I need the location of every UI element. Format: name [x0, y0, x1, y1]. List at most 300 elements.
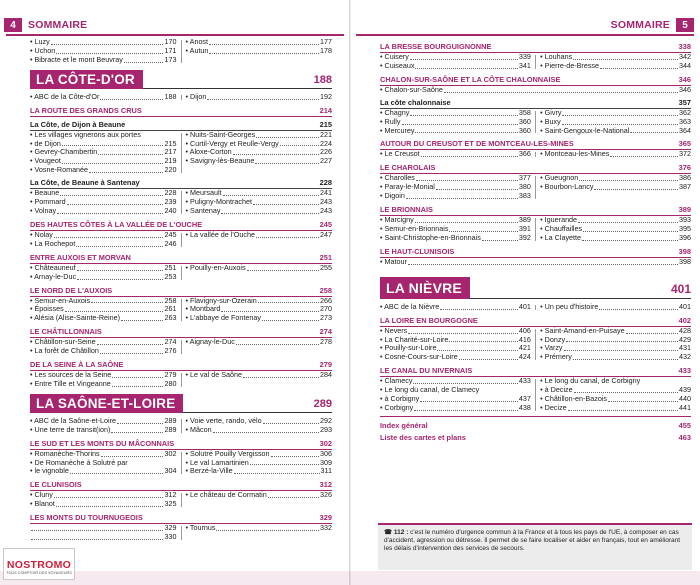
column-separator: [181, 266, 182, 280]
leader-dots: [101, 450, 164, 457]
entry-page: 309: [320, 457, 332, 467]
column-separator: [181, 373, 182, 387]
toc-entry[interactable]: [30, 240, 176, 249]
leader-dots: [76, 240, 163, 247]
entry-col-right: [540, 150, 691, 159]
entry-page: 424: [518, 352, 531, 362]
toc-entry[interactable]: [540, 234, 691, 243]
entry-label: • Givry: [540, 107, 562, 117]
section-page: 329: [319, 513, 332, 523]
entry-label: • Aloxe-Corton: [185, 147, 232, 157]
entry-columns: [30, 131, 332, 176]
entry-page: 245: [164, 229, 177, 239]
section-title: CHALON-SUR-SAÔNE ET LA CÔTE CHALONNAISE: [380, 74, 561, 84]
leader-dots: [414, 404, 518, 411]
leader-dots: [31, 524, 163, 531]
leader-dots: [31, 533, 163, 540]
toc-entry[interactable]: [380, 192, 531, 201]
entry-col-right: [186, 371, 332, 389]
entry-columns: [30, 93, 332, 102]
entry-label: • Meursault: [185, 188, 222, 198]
entry-page: 401: [679, 301, 691, 311]
toc-entry[interactable]: [30, 207, 176, 216]
entry-page: 346: [679, 84, 691, 94]
leader-dots: [574, 386, 678, 393]
entry-col-right: [540, 109, 691, 136]
section-title: LE NORD DE L'AUXOIS: [30, 285, 113, 295]
region-page: 188: [313, 73, 332, 86]
entry-page: 276: [164, 346, 177, 356]
entry-columns: [380, 174, 691, 201]
leader-dots: [436, 183, 518, 190]
section-page: 214: [319, 105, 332, 115]
section-heading[interactable]: [380, 205, 691, 216]
toc-entry[interactable]: [30, 56, 176, 65]
column-separator: [181, 191, 182, 214]
entry-col-left: [30, 231, 176, 249]
entry-label: • Autun: [185, 45, 209, 55]
entry-page: 247: [320, 229, 332, 239]
leader-dots: [54, 231, 164, 238]
entry-col-left: [380, 53, 531, 71]
leader-dots: [57, 207, 163, 214]
leader-dots: [247, 264, 319, 271]
leader-dots: [408, 327, 518, 334]
column-separator: [535, 305, 536, 310]
column-separator: [535, 176, 536, 199]
leader-dots: [256, 131, 319, 138]
entry-page: 391: [518, 223, 531, 233]
entry-label: • Nolay: [30, 229, 53, 239]
entry-page: 289: [164, 415, 177, 425]
entry-page: 289: [164, 424, 177, 434]
emergency-text: c'est le numéro d'urgence commun à la France et à tous les pays de l'UE, à composer en cas d'accident, agression ou détresse. Il permet de se faire localiser et aider en français, tout en améliorant les délais d'intervention des services de secours.: [384, 529, 681, 553]
entry-col-left: [30, 264, 176, 282]
entry-columns: [380, 216, 691, 243]
entry-col-right: [186, 491, 332, 509]
toc-entry[interactable]: [30, 273, 176, 282]
toc-entry[interactable]: [380, 62, 531, 71]
entry-label: • Saint-Christophe-en-Brionnais: [380, 232, 481, 242]
section-title: LA LOIRE EN BOURGOGNE: [380, 315, 478, 325]
entry-page: 278: [320, 337, 332, 347]
index-block: [380, 416, 691, 443]
toc-entry[interactable]: [540, 109, 691, 118]
leader-dots: [62, 140, 164, 147]
toc-entry[interactable]: [380, 109, 531, 118]
toc-entry[interactable]: [30, 347, 176, 356]
leader-dots: [221, 207, 319, 214]
leader-dots: [234, 467, 320, 474]
entry-page: 325: [164, 499, 177, 509]
entry-label: • Curtil-Vergy et Reulle-Vergy: [185, 138, 279, 148]
section-heading[interactable]: [30, 106, 332, 117]
toc-entry[interactable]: [30, 93, 176, 102]
entry-col-right: [186, 264, 332, 282]
leader-dots: [421, 150, 518, 157]
section-heading[interactable]: [380, 421, 691, 431]
toc-entry[interactable]: [380, 127, 531, 136]
entry-page: 395: [679, 223, 691, 233]
toc-entry[interactable]: [380, 86, 691, 95]
leader-dots: [256, 231, 319, 238]
leader-dots: [207, 93, 319, 100]
subsection-heading[interactable]: [380, 98, 691, 109]
entry-label: • La forêt de Châtillon: [30, 346, 99, 356]
page-number: 4: [4, 18, 22, 32]
toc-entry[interactable]: [186, 524, 332, 533]
entry-page: 273: [320, 313, 332, 323]
toc-entry[interactable]: [380, 404, 531, 413]
toc-entry[interactable]: [30, 314, 176, 323]
section-title: LE CANAL DU NIVERNAIS: [380, 366, 473, 376]
entry-label: • La vallée de l'Ouche: [185, 229, 255, 239]
entry-col-left: [30, 189, 176, 216]
entry-label: • Luzy: [30, 37, 50, 46]
entry-label: • La Clayette: [540, 232, 582, 242]
leader-dots: [437, 344, 517, 351]
emergency-note: [378, 523, 692, 570]
leader-dots: [413, 377, 517, 384]
entry-label: • Cluny: [30, 490, 53, 500]
leader-dots: [626, 327, 678, 334]
section-title: LA BRESSE BOURGUIGNONNE: [380, 42, 492, 51]
entry-col-left: [30, 450, 176, 477]
section-page: 365: [678, 139, 691, 149]
entry-label: • Mercurey: [380, 125, 415, 135]
leader-dots: [415, 216, 518, 223]
region-title-band[interactable]: [30, 70, 332, 89]
entry-label: • Mâcon: [185, 424, 212, 434]
section-page: 346: [678, 74, 691, 84]
leader-dots: [65, 305, 164, 312]
leader-dots: [280, 140, 319, 147]
entry-label: • L'abbaye de Fontenay: [185, 313, 261, 323]
entry-label: • Vougeot: [30, 156, 61, 166]
toc-entry[interactable]: [186, 47, 332, 56]
entry-page: 177: [320, 37, 332, 46]
leader-dots: [594, 183, 678, 190]
entry-label: • à Decize: [540, 385, 573, 395]
leader-dots: [459, 353, 518, 360]
toc-entry[interactable]: [380, 150, 531, 159]
leader-dots: [402, 118, 518, 125]
toc-entry[interactable]: [186, 338, 332, 347]
toc-entry[interactable]: [186, 426, 332, 435]
entry-col-left: [30, 38, 176, 65]
column-separator: [181, 452, 182, 475]
toc-entry[interactable]: [30, 166, 176, 175]
entry-label: • Rully: [380, 116, 401, 126]
leader-dots: [564, 344, 678, 351]
entry-page: 326: [320, 490, 332, 500]
entry-page: 342: [679, 52, 691, 61]
section-title: LES MONTS DU TOURNUGEOIS: [30, 513, 143, 523]
entry-list: [380, 86, 691, 95]
toc-entry[interactable]: [380, 353, 531, 362]
subsection-title: La Côte, de Dijon à Beaune: [30, 119, 126, 129]
leader-dots: [56, 47, 163, 54]
leader-dots: [449, 225, 517, 232]
column-separator: [535, 379, 536, 411]
toc-entry[interactable]: [380, 303, 531, 312]
leader-dots: [420, 395, 518, 402]
leader-dots: [573, 353, 678, 360]
leader-dots: [449, 336, 517, 343]
entry-label: • La Rochepot: [30, 238, 76, 248]
entry-label: • Blanot: [30, 499, 55, 509]
toc-entry[interactable]: [540, 183, 691, 192]
section-heading[interactable]: [380, 139, 691, 150]
leader-dots: [271, 450, 319, 457]
entry-label: • Aignay-le-Duc: [185, 337, 235, 347]
toc-entry[interactable]: [186, 264, 332, 273]
entry-page: 431: [679, 343, 691, 353]
toc-entry[interactable]: [540, 127, 691, 136]
entry-page: 171: [164, 45, 177, 55]
section-title: DES HAUTES CÔTES À LA VALLÉE DE L'OUCHE: [30, 219, 203, 229]
entry-label: • Prémery: [540, 352, 572, 362]
leader-dots: [236, 338, 319, 345]
entry-label: • Cosne-Cours-sur-Loire: [380, 352, 458, 362]
toc-entry[interactable]: [186, 371, 332, 380]
entry-label: • Digoin: [380, 191, 405, 201]
entry-label: • Le Creusot: [380, 149, 420, 159]
entry-page: 178: [320, 45, 332, 55]
entry-label: • Berzé-la-Ville: [185, 466, 233, 476]
right-page: [350, 0, 700, 585]
section-heading[interactable]: [30, 439, 332, 450]
leader-dots: [610, 150, 678, 157]
leader-dots: [111, 426, 163, 433]
section-title: DE LA SEINE À LA SAÔNE: [30, 360, 124, 370]
region-title: LA CÔTE-D'OR: [36, 71, 135, 87]
column-separator: [181, 233, 182, 247]
entry-col-right: [186, 450, 332, 477]
section-page: 338: [678, 42, 691, 51]
section-heading[interactable]: [380, 433, 691, 443]
section-heading[interactable]: [380, 316, 691, 327]
entry-label: • Volnay: [30, 205, 57, 215]
column-separator: [181, 493, 182, 507]
entry-label: • Nuits-Saint-Georges: [185, 129, 256, 139]
leader-dots: [77, 273, 163, 280]
leader-dots: [223, 189, 319, 196]
section-title: Liste des cartes et plans: [380, 432, 466, 442]
leader-dots: [54, 491, 164, 498]
entry-page: 398: [679, 256, 691, 266]
entry-label: • Saint-Gengoux-le-National: [540, 125, 630, 135]
section-title: ENTRE AUXOIS ET MORVAN: [30, 252, 131, 262]
region-title-fill: [143, 70, 332, 89]
header-rule: [356, 34, 694, 36]
entry-col-right: [540, 53, 691, 71]
subsection-heading[interactable]: [30, 120, 332, 131]
entry-label: • Chauffailles: [540, 223, 583, 233]
entry-label: • Solutré Pouilly Vergisson: [185, 448, 270, 458]
entry-page: 243: [320, 205, 332, 215]
section-page: 398: [678, 246, 691, 256]
section-page: 463: [678, 432, 691, 442]
section-heading[interactable]: [380, 366, 691, 377]
toc-entry[interactable]: [540, 150, 691, 159]
section-page: 251: [319, 252, 332, 262]
entry-page: 363: [679, 116, 691, 126]
section-heading[interactable]: [30, 220, 332, 231]
leader-dots: [258, 297, 319, 304]
toc-entry[interactable]: [380, 234, 531, 243]
leader-dots: [416, 174, 518, 181]
section-heading[interactable]: [380, 247, 691, 258]
entry-page: 215: [164, 138, 177, 148]
entry-page: 439: [679, 385, 691, 395]
toc-entry[interactable]: [186, 157, 332, 166]
toc-entry[interactable]: [30, 533, 176, 542]
entry-page: 219: [164, 156, 177, 166]
entry-page: 266: [320, 295, 332, 305]
leader-dots: [124, 56, 164, 63]
toc-entry[interactable]: [30, 467, 176, 476]
column-separator: [181, 95, 182, 100]
entry-col-right: [186, 338, 332, 356]
entry-label: • Le val Lamartinien: [185, 457, 249, 467]
entry-col-left: [30, 371, 176, 389]
entry-label: • Pommard: [30, 197, 66, 207]
entry-page: 401: [518, 301, 531, 311]
entry-page: 440: [679, 394, 691, 404]
leader-dots: [579, 174, 678, 181]
leader-dots: [562, 118, 678, 125]
entry-label: • Cuiseaux: [380, 60, 415, 70]
entry-col-left: [30, 417, 176, 435]
section-page: 455: [678, 420, 691, 430]
column-separator: [535, 329, 536, 361]
entry-page: 389: [518, 215, 531, 225]
entry-page: 330: [164, 532, 177, 542]
entry-col-left: [30, 297, 176, 324]
toc-entry[interactable]: [30, 500, 176, 509]
entry-page: 441: [679, 402, 691, 412]
entry-label: • Un peu d'histoire: [540, 301, 599, 311]
toc-entry[interactable]: [186, 314, 332, 323]
entry-page: 362: [679, 107, 691, 117]
column-separator: [181, 526, 182, 540]
subsection-heading[interactable]: [30, 178, 332, 189]
left-header: [4, 18, 93, 32]
leader-dots: [562, 109, 678, 116]
toc-entry[interactable]: [30, 426, 176, 435]
entry-col-right: [186, 131, 332, 176]
leader-dots: [410, 53, 518, 60]
toc-entry[interactable]: [186, 467, 332, 476]
leader-dots: [262, 314, 319, 321]
entry-col-right: [540, 216, 691, 243]
entry-page: 239: [164, 197, 177, 207]
entry-label: • Marcigny: [380, 215, 414, 225]
leader-dots: [112, 380, 164, 387]
entry-page: 433: [518, 376, 531, 386]
toc-entry[interactable]: [540, 353, 691, 362]
entry-label: • ABC de la Saône-et-Loire: [30, 415, 117, 425]
entry-label: • Les sources de la Seine: [30, 370, 112, 380]
entry-label: • Dijon: [185, 91, 207, 101]
section-heading[interactable]: [380, 42, 691, 53]
entry-col-right: [540, 174, 691, 201]
toc-entry[interactable]: [186, 491, 332, 500]
entry-page: 280: [164, 378, 177, 388]
leader-dots: [573, 53, 678, 60]
section-heading[interactable]: [30, 513, 332, 524]
entry-col-left: [30, 491, 176, 509]
entry-page: 292: [320, 415, 332, 425]
entry-page: 332: [320, 523, 332, 533]
entry-label: • Pouilly-en-Auxois: [185, 262, 246, 272]
region-title-band[interactable]: [380, 277, 691, 299]
entry-label: • Romanèche-Thorins: [30, 448, 100, 458]
entry-page: 364: [679, 125, 691, 135]
leader-dots: [233, 148, 319, 155]
column-separator: [181, 299, 182, 322]
entry-label: • Gueugnon: [540, 173, 579, 183]
entry-label: • le vignoble: [30, 466, 69, 476]
entry-columns: [380, 53, 691, 71]
toc-entry[interactable]: [30, 380, 176, 389]
entry-columns: [30, 417, 332, 435]
entry-page: 311: [320, 466, 332, 476]
region-title-band[interactable]: [30, 394, 332, 413]
nostromo-logo: [3, 548, 75, 580]
entry-label: • Uchon: [30, 45, 56, 55]
entry-columns: [30, 450, 332, 477]
entry-label: • Paray-le-Monial: [380, 182, 435, 192]
toc-entry[interactable]: [540, 404, 691, 413]
entry-label: • Louhans: [540, 52, 573, 61]
region-title-fill: [470, 277, 691, 299]
toc-entry[interactable]: [186, 207, 332, 216]
page-title: SOMMAIRE: [28, 19, 88, 31]
page-number: 5: [676, 18, 694, 32]
entry-col-left: [380, 109, 531, 136]
entry-page: 396: [679, 232, 691, 242]
toc-entry[interactable]: [30, 524, 176, 533]
entry-page: 386: [679, 173, 691, 183]
toc-entry[interactable]: [540, 62, 691, 71]
section-title: LE CHÂTILLONNAIS: [30, 327, 102, 337]
entry-columns: [30, 264, 332, 282]
section-heading[interactable]: [380, 163, 691, 174]
section-title: LE CLUNISOIS: [30, 480, 82, 490]
entry-col-right: [540, 377, 691, 413]
toc-entry[interactable]: [380, 258, 691, 267]
section-page: 389: [678, 205, 691, 215]
page-title: SOMMAIRE: [610, 19, 670, 31]
entry-page: 270: [320, 304, 332, 314]
leader-dots: [255, 157, 319, 164]
toc-entry[interactable]: [540, 303, 691, 312]
section-heading[interactable]: [30, 286, 332, 297]
leader-dots: [100, 93, 163, 100]
toc-entry[interactable]: [186, 93, 332, 102]
entry-label: • Montceau-les-Mines: [540, 149, 610, 159]
entry-page: 416: [518, 334, 531, 344]
leader-dots: [253, 198, 319, 205]
section-heading[interactable]: [30, 480, 332, 491]
section-page: 433: [678, 366, 691, 376]
entry-page: 304: [164, 466, 177, 476]
entry-page: 406: [518, 325, 531, 335]
entry-page: 383: [518, 191, 531, 201]
toc-entry[interactable]: [186, 231, 332, 240]
